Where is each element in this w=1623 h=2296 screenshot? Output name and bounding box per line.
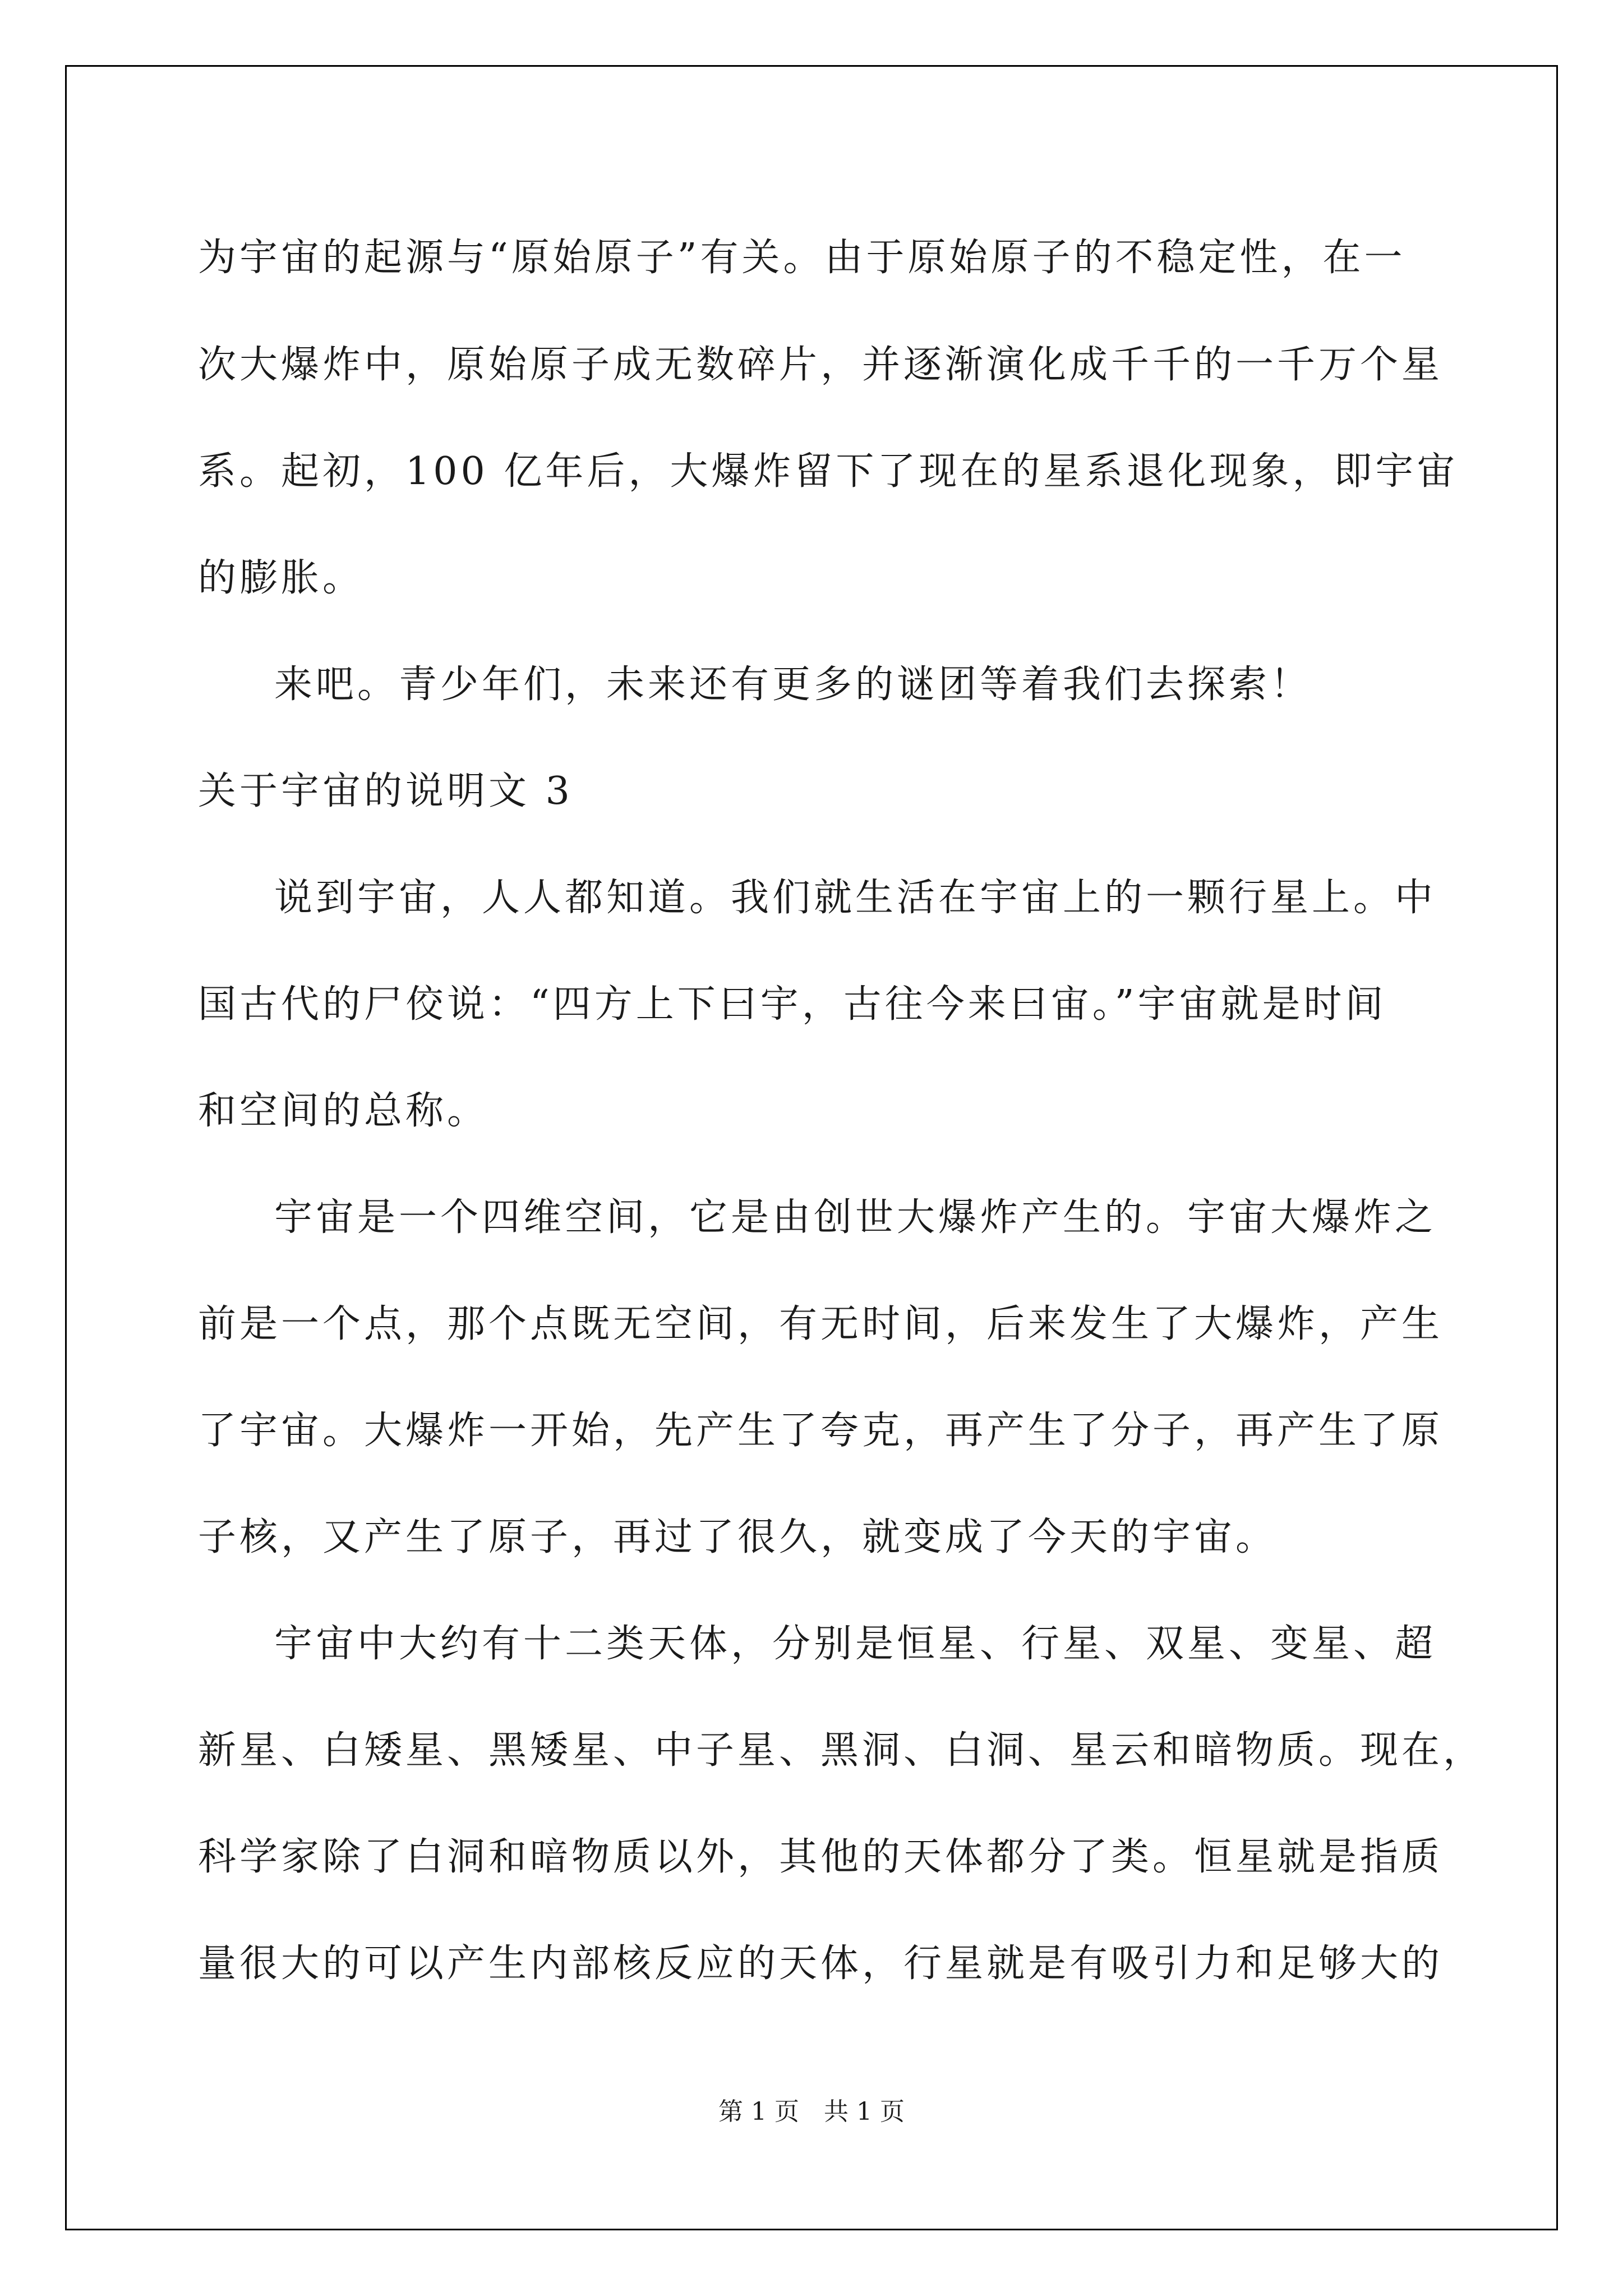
paragraph-line: 科学家除了白洞和暗物质以外，其他的天体都分了类。恒星就是指质 xyxy=(198,1835,1444,1879)
paragraph-line: 和空间的总称。 xyxy=(198,1089,489,1133)
paragraph-line: 国古代的尸佼说：“四方上下曰宇，古往今来曰宙。”宇宙就是时间 xyxy=(198,982,1387,1027)
paragraph-line: 前是一个点，那个点既无空间，有无时间，后来发生了大爆炸，产生 xyxy=(198,1302,1444,1346)
page-footer: 第 1 页 共 1 页 xyxy=(718,2097,905,2126)
paragraph-line: 宇宙中大约有十二类天体，分别是恒星、行星、双星、变星、超 xyxy=(274,1622,1437,1666)
paragraph-line: 新星、白矮星、黑矮星、中子星、黑洞、白洞、星云和暗物质。现在， xyxy=(198,1728,1485,1773)
paragraph-line: 次大爆炸中，原始原子成无数碎片，并逐渐演化成千千的一千万个星 xyxy=(198,343,1444,387)
paragraph-line: 了宇宙。大爆炸一开始，先产生了夸克，再产生了分子，再产生了原 xyxy=(198,1409,1444,1453)
page-border xyxy=(65,65,1558,2230)
paragraph-line: 宇宙是一个四维空间，它是由创世大爆炸产生的。宇宙大爆炸之 xyxy=(274,1195,1437,1240)
paragraph-line: 为宇宙的起源与“原始原子”有关。由于原始原子的不稳定性，在一 xyxy=(198,236,1406,280)
paragraph-line: 子核，又产生了原子，再过了很久，就变成了今天的宇宙。 xyxy=(198,1515,1278,1559)
paragraph-line: 的膨胀。 xyxy=(198,556,365,600)
paragraph-line: 量很大的可以产生内部核反应的天体，行星就是有吸引力和足够大的 xyxy=(198,1941,1444,1986)
paragraph-line: 系。起初，100 亿年后，大爆炸留下了现在的星系退化现象，即宇宙 xyxy=(198,449,1459,494)
paragraph-line: 来吧。青少年们，未来还有更多的谜团等着我们去探索！ xyxy=(274,662,1312,707)
paragraph-line: 说到宇宙，人人都知道。我们就生活在宇宙上的一颗行星上。中 xyxy=(274,876,1437,920)
section-heading: 关于宇宙的说明文 3 xyxy=(198,769,573,813)
